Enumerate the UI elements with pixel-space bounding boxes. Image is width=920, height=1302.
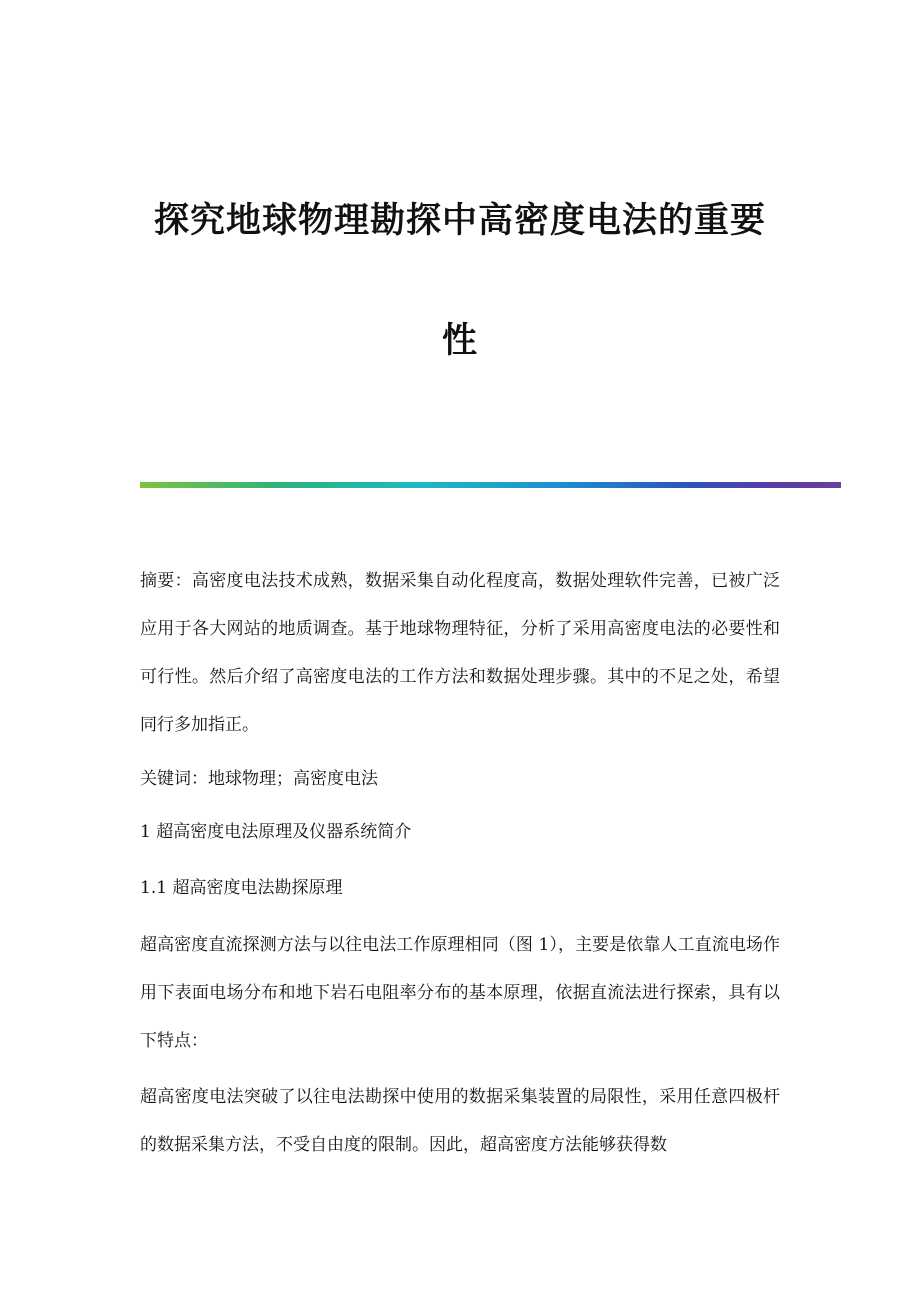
body-paragraph-2: 超高密度电法突破了以往电法勘探中使用的数据采集装置的局限性，采用任意四极杆的数据采集方法，不受自由度的限制。因此，超高密度方法能够获得数 xyxy=(140,1087,780,1155)
abstract-paragraph: 摘要：高密度电法技术成熟，数据采集自动化程度高，数据处理软件完善，已被广泛应用于各大网站的地质调查。基于地球物理特征，分析了采用高密度电法的必要性和可行性。然后介绍了高密度电法的工作方法和数据处理步骤。其中的不足之处，希望同行多加指正。 xyxy=(140,571,780,735)
body-paragraph-1: 超高密度直流探测方法与以往电法工作原理相同（图 1），主要是依靠人工直流电场作用下表面电场分布和地下岩石电阻率分布的基本原理，依据直流法进行探索，具有以下特点： xyxy=(140,935,780,1051)
document-title-line-2: 性 xyxy=(441,320,478,361)
section-heading-1-1: 1.1 超高密度电法勘探原理 xyxy=(140,878,343,898)
section-heading-1: 1 超高密度电法原理及仪器系统简介 xyxy=(140,822,412,842)
keywords-line: 关键词：地球物理；高密度电法 xyxy=(140,769,378,789)
document-title-line-1: 探究地球物理勘探中高密度电法的重要 xyxy=(153,200,766,241)
gradient-divider xyxy=(140,482,841,488)
